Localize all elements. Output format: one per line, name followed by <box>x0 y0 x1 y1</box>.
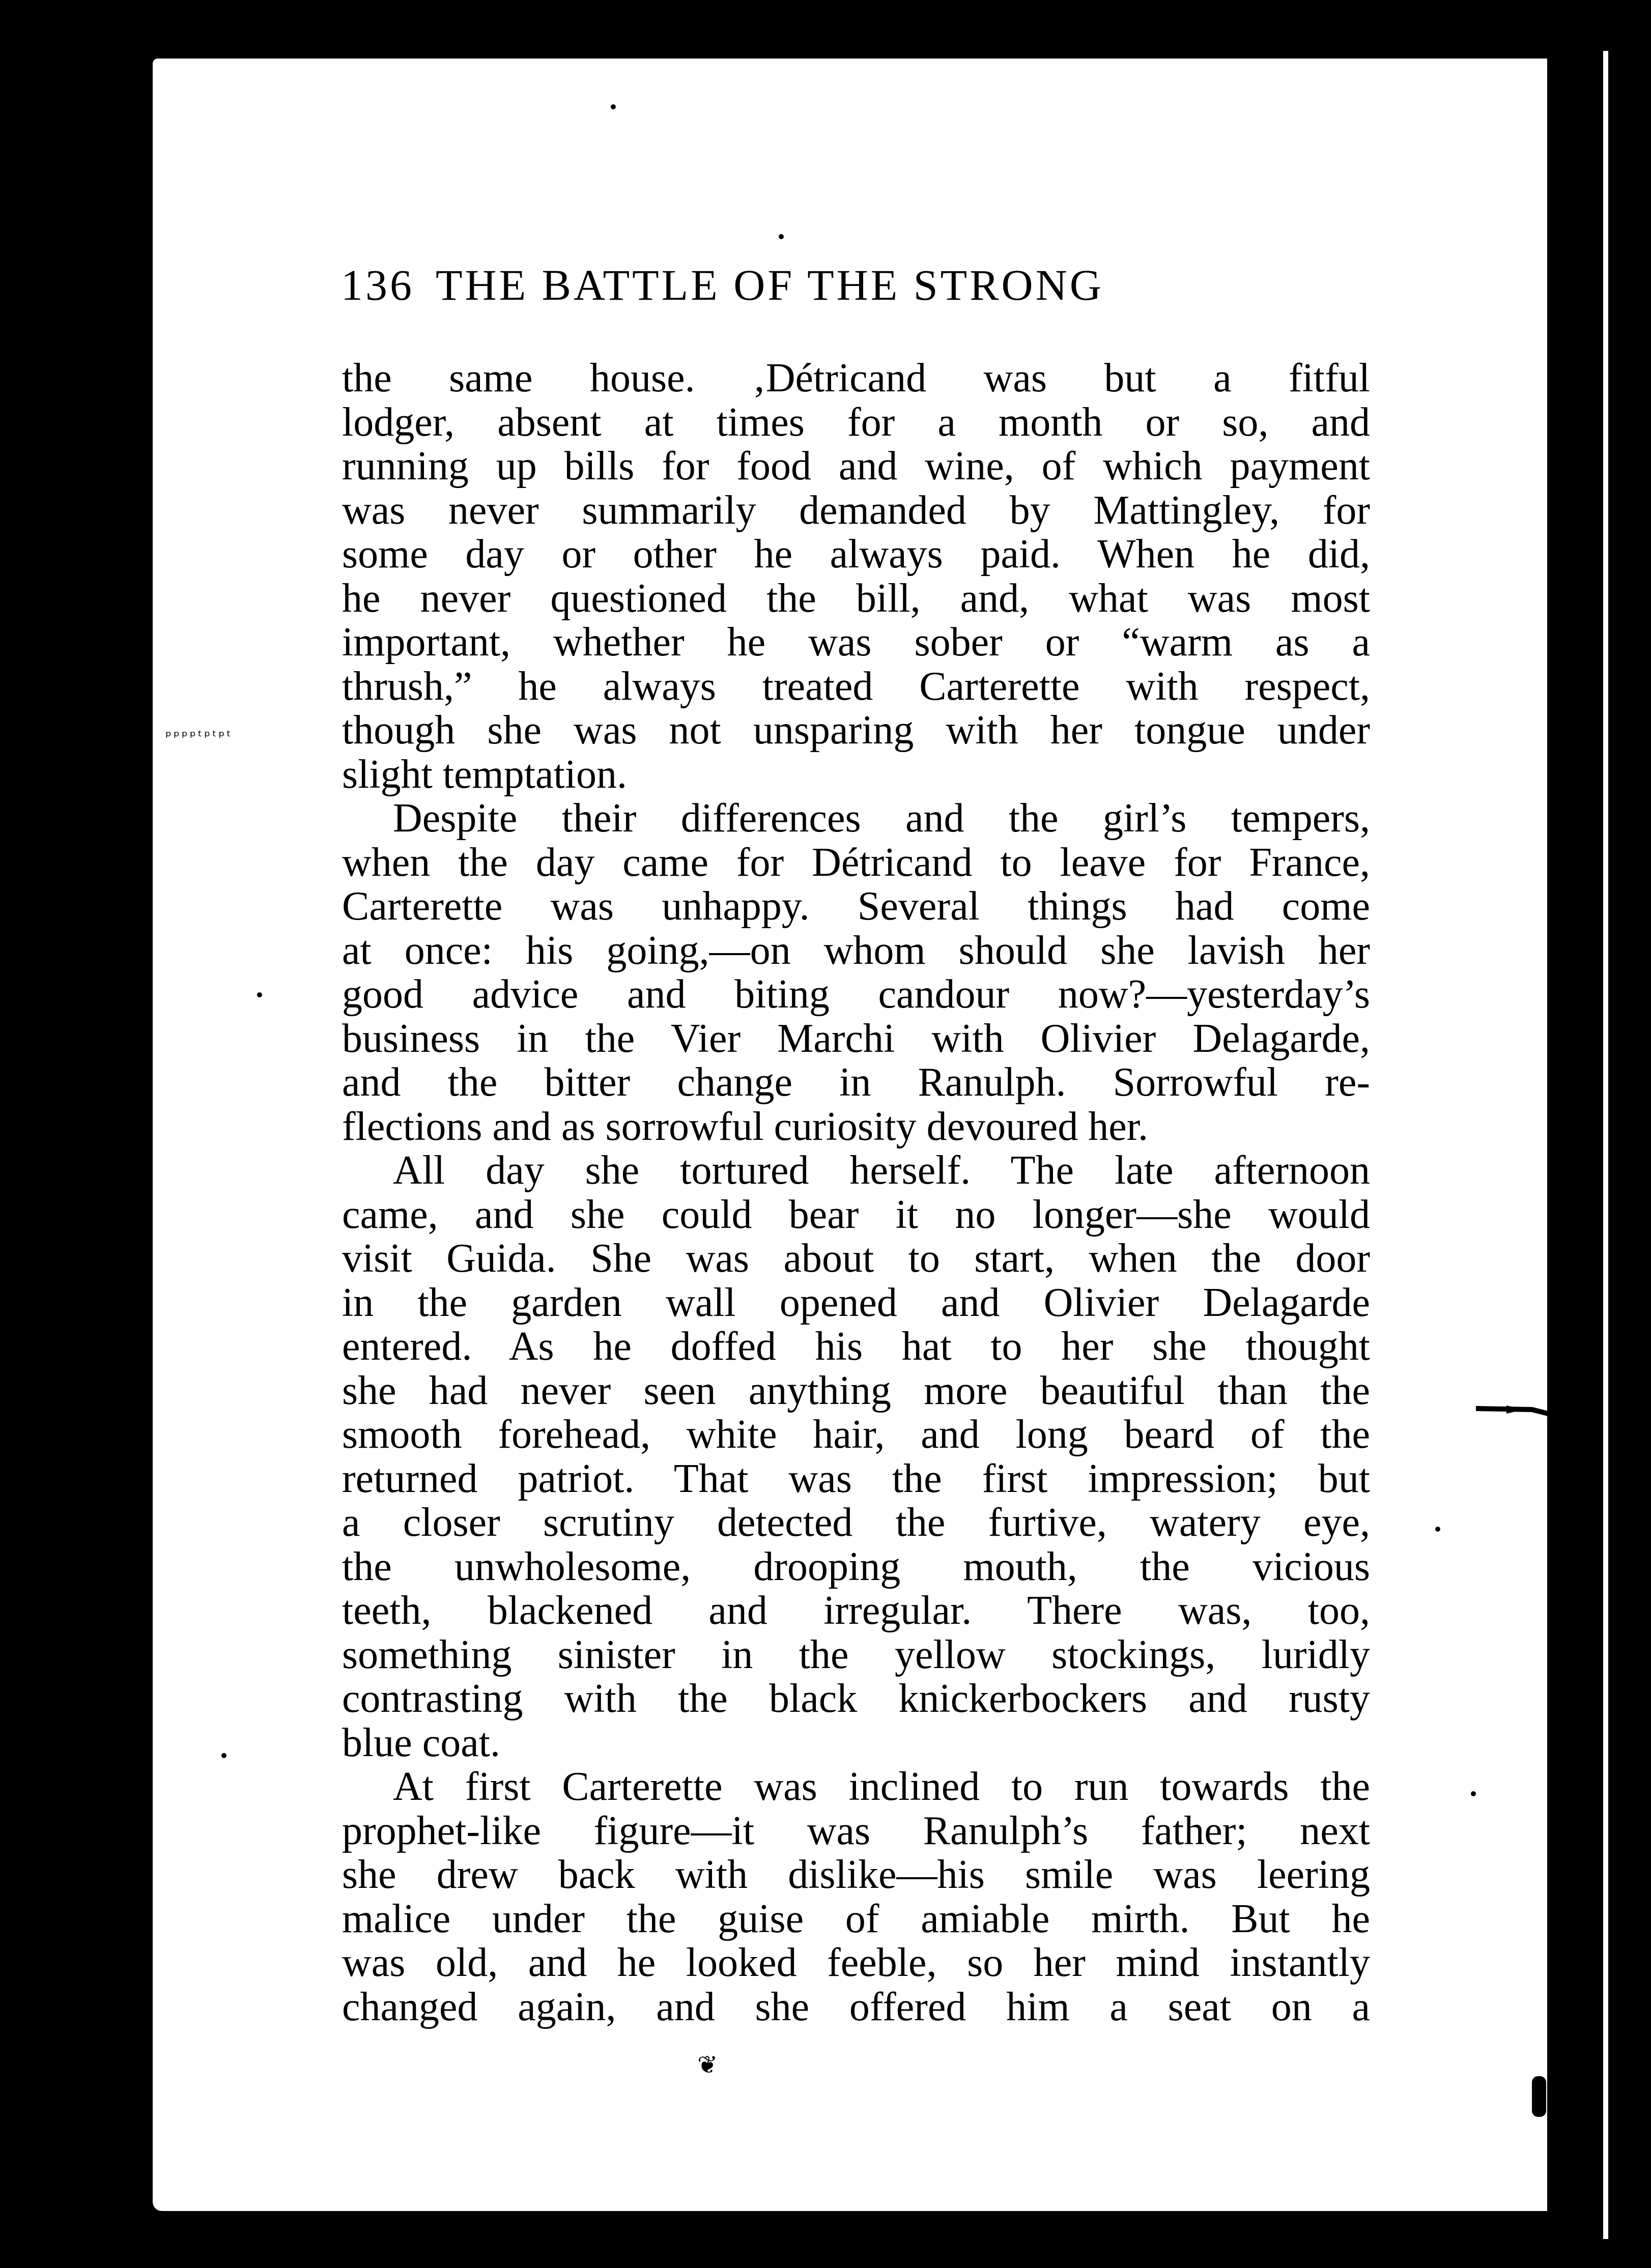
text-line: at once: his going,—on whom should she lavish her <box>342 928 1370 973</box>
paragraph-start: All day she tortured herself. The late afternoon <box>393 1148 1370 1193</box>
text-line: was old, and he looked feeble, so her mind instantly <box>342 1940 1370 1985</box>
margin-arrow-icon <box>1476 1394 1598 1435</box>
text-line: though she was not unsparing with her tongue under <box>342 708 1370 753</box>
text-line: prophet-like figure—it was Ranulph’s father; next <box>342 1808 1370 1853</box>
text-line: visit Guida. She was about to start, when the door <box>342 1236 1370 1281</box>
text-line: malice under the guise of amiable mirth. But he <box>342 1896 1370 1941</box>
left-margin-shadow <box>125 71 133 2224</box>
text-line: came, and she could bear it no longer—she would <box>342 1192 1370 1237</box>
text-line: thrush,” he always treated Carterette with respect, <box>342 664 1370 709</box>
dust-speck <box>611 104 616 109</box>
text-line: Carterette was unhappy. Several things had come <box>342 884 1370 929</box>
text-line: contrasting with the black knickerbockers and rusty <box>342 1676 1370 1721</box>
text-line: important, whether he was sober or “warm as a <box>342 620 1370 665</box>
text-line: she had never seen anything more beautiful than the <box>342 1368 1370 1413</box>
text-line: business in the Vier Marchi with Olivier Delagarde, <box>342 1016 1370 1061</box>
text-line: slight temptation. <box>342 752 627 797</box>
text-line: the same house. ‚Détricand was but a fitful <box>342 356 1370 400</box>
text-line: and the bitter change in Ranulph. Sorrowful re- <box>342 1060 1370 1105</box>
right-edge-rule <box>1603 51 1608 2239</box>
page-number: 136 <box>341 261 414 309</box>
text-line: something sinister in the yellow stockings, luridly <box>342 1632 1370 1677</box>
dust-speck <box>221 1753 226 1758</box>
text-line: flections and as sorrowful curiosity devoured her. <box>342 1104 1149 1149</box>
dust-speck <box>1435 1527 1440 1532</box>
dust-speck <box>779 234 784 239</box>
text-line: changed again, and she offered him a seat on a <box>342 1984 1370 2029</box>
text-line: a closer scrutiny detected the furtive, watery eye, <box>342 1500 1370 1545</box>
text-line: some day or other he always paid. When he did, <box>342 532 1370 577</box>
text-line: returned patriot. That was the first impression; but <box>342 1456 1370 1501</box>
dust-speck <box>1471 1791 1476 1796</box>
dust-speck <box>148 532 153 537</box>
text-line: teeth, blackened and irregular. There was, too, <box>342 1588 1370 1633</box>
text-line: the unwholesome, drooping mouth, the vicious <box>342 1544 1370 1589</box>
text-line: running up bills for food and wine, of which payment <box>342 444 1370 489</box>
running-title: THE BATTLE OF THE STRONG <box>436 261 1104 309</box>
text-line: lodger, absent at times for a month or so, and <box>342 399 1370 445</box>
text-line: he never questioned the bill, and, what was most <box>342 576 1370 621</box>
body-text <box>342 356 1370 2029</box>
pencil-annotation: ᵖᵖᵖᵖᵗᵖᵗᵖᵗ <box>165 728 233 744</box>
dust-speck <box>257 992 262 997</box>
text-line: blue coat. <box>342 1720 500 1765</box>
text-line: entered. As he doffed his hat to her she thought <box>342 1324 1370 1369</box>
running-header <box>341 260 1384 315</box>
text-line: smooth forehead, white hair, and long beard of the <box>342 1412 1370 1457</box>
paragraph-start: At first Carterette was inclined to run towards the <box>393 1764 1370 1809</box>
text-line: good advice and biting candour now?—yesterday’s <box>342 972 1370 1017</box>
text-line: was never summarily demanded by Mattingley, for <box>342 487 1370 533</box>
printer-mark-icon: ❦ <box>697 2051 718 2079</box>
text-line: she drew back with dislike—his smile was leering <box>342 1852 1370 1897</box>
text-line: in the garden wall opened and Olivier Delagarde <box>342 1280 1370 1325</box>
ink-blot <box>1532 2076 1546 2117</box>
paragraph-start: Despite their differences and the girl’s tempers, <box>393 796 1370 841</box>
right-scan-edge <box>1547 51 1651 2239</box>
text-line: when the day came for Détricand to leave for France, <box>342 840 1370 885</box>
